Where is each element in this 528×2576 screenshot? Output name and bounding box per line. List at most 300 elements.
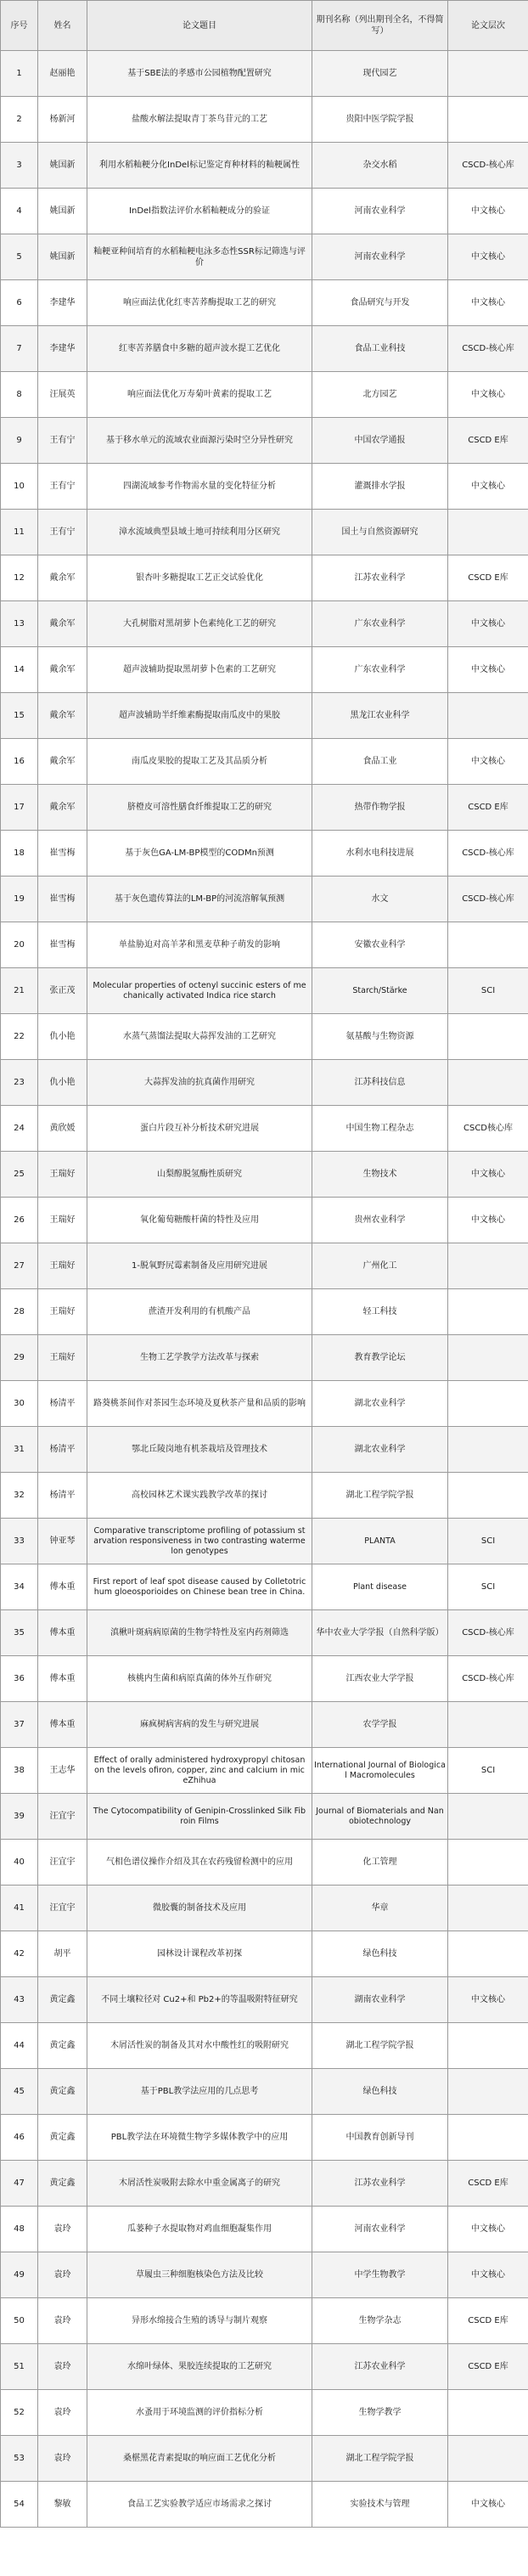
cell-seq: 38 bbox=[1, 1748, 38, 1794]
cell-title: 路葵桃茶间作对茶园生态环境及夏秋茶产量和品质的影响 bbox=[87, 1381, 312, 1427]
cell-seq: 50 bbox=[1, 2298, 38, 2344]
cell-level: SCI bbox=[448, 1519, 528, 1564]
cell-journal: 氨基酸与生物资源 bbox=[312, 1014, 448, 1060]
cell-level: 中文核心 bbox=[448, 1198, 528, 1243]
cell-seq: 24 bbox=[1, 1106, 38, 1152]
cell-level bbox=[448, 1060, 528, 1106]
cell-name: 戴余军 bbox=[38, 785, 87, 831]
cell-journal: 中国教育创新导刊 bbox=[312, 2115, 448, 2161]
cell-seq: 45 bbox=[1, 2069, 38, 2115]
cell-level: SCI bbox=[448, 968, 528, 1014]
cell-level bbox=[448, 922, 528, 968]
cell-journal: 食品工业科技 bbox=[312, 326, 448, 372]
cell-level bbox=[448, 1335, 528, 1381]
cell-title: 滇楸叶斑病病原菌的生物学特性及室内药剂筛选 bbox=[87, 1610, 312, 1656]
cell-name: 杨清平 bbox=[38, 1427, 87, 1473]
cell-journal: International Journal of Biological Macromolecules bbox=[312, 1748, 448, 1794]
cell-name: 汪宜宇 bbox=[38, 1794, 87, 1840]
cell-name: 傅本重 bbox=[38, 1610, 87, 1656]
table-row bbox=[1, 1885, 528, 1931]
table-row bbox=[1, 2298, 528, 2344]
cell-name: 黄定鑫 bbox=[38, 2161, 87, 2207]
cell-level: 中文核心 bbox=[448, 372, 528, 418]
cell-level: CSCD核心库 bbox=[448, 1106, 528, 1152]
cell-name: 汪宜宇 bbox=[38, 1840, 87, 1885]
cell-journal: 湖北农业科学 bbox=[312, 1381, 448, 1427]
table-row bbox=[1, 877, 528, 922]
cell-seq: 19 bbox=[1, 877, 38, 922]
cell-seq: 5 bbox=[1, 234, 38, 280]
cell-journal: 贵阳中医学院学报 bbox=[312, 97, 448, 143]
cell-seq: 3 bbox=[1, 143, 38, 189]
cell-seq: 9 bbox=[1, 418, 38, 464]
cell-title: The Cytocompatibility of Genipin-Crosslinked Silk Fibroin Films bbox=[87, 1794, 312, 1840]
cell-title: 基于SBE法的孝感市公园植物配置研究 bbox=[87, 51, 312, 97]
cell-name: 杨清平 bbox=[38, 1473, 87, 1519]
cell-journal: 湖北工程学院学报 bbox=[312, 1473, 448, 1519]
cell-journal: 湖南农业科学 bbox=[312, 1977, 448, 2023]
cell-level bbox=[448, 2023, 528, 2069]
cell-level bbox=[448, 510, 528, 555]
cell-seq: 42 bbox=[1, 1931, 38, 1977]
cell-seq: 22 bbox=[1, 1014, 38, 1060]
cell-level bbox=[448, 97, 528, 143]
cell-name: 汪展英 bbox=[38, 372, 87, 418]
cell-level bbox=[448, 1427, 528, 1473]
cell-journal: 中学生物教学 bbox=[312, 2252, 448, 2298]
cell-title: Comparative transcriptome profiling of potassium starvation responsiveness in two contrasting watermelon genotypes bbox=[87, 1519, 312, 1564]
cell-seq: 29 bbox=[1, 1335, 38, 1381]
cell-seq: 17 bbox=[1, 785, 38, 831]
cell-seq: 34 bbox=[1, 1564, 38, 1610]
cell-name: 胡平 bbox=[38, 1931, 87, 1977]
cell-name: 杨新河 bbox=[38, 97, 87, 143]
cell-journal: 广东农业科学 bbox=[312, 601, 448, 647]
cell-level bbox=[448, 1885, 528, 1931]
table-row bbox=[1, 510, 528, 555]
table-row bbox=[1, 647, 528, 693]
cell-seq: 44 bbox=[1, 2023, 38, 2069]
cell-journal: 食品研究与开发 bbox=[312, 280, 448, 326]
cell-level: SCI bbox=[448, 1564, 528, 1610]
cell-title: 四湖流域参考作物需水量的变化特征分析 bbox=[87, 464, 312, 510]
cell-name: 崔雪梅 bbox=[38, 877, 87, 922]
table-row bbox=[1, 1656, 528, 1702]
cell-name: 杨清平 bbox=[38, 1381, 87, 1427]
cell-title: 响应面法优化万寿菊叶黄素的提取工艺 bbox=[87, 372, 312, 418]
cell-journal: 湖北农业科学 bbox=[312, 1427, 448, 1473]
table-row bbox=[1, 1335, 528, 1381]
cell-title: 草履虫三种细胞核染色方法及比较 bbox=[87, 2252, 312, 2298]
table-row bbox=[1, 1106, 528, 1152]
header-journal: 期刊名称（列出期刊全名，不得简写） bbox=[312, 1, 448, 51]
cell-name: 黄欣媛 bbox=[38, 1106, 87, 1152]
cell-title: 1-脱氧野尻霉素制备及应用研究进展 bbox=[87, 1243, 312, 1289]
cell-journal: 热带作物学报 bbox=[312, 785, 448, 831]
cell-level: 中文核心 bbox=[448, 647, 528, 693]
cell-title: 大蒜挥发油的抗真菌作用研究 bbox=[87, 1060, 312, 1106]
cell-title: 超声波辅助半纤维素酶提取南瓜皮中的果胶 bbox=[87, 693, 312, 739]
table-row bbox=[1, 1014, 528, 1060]
cell-title: 高校园林艺术课实践教学改革的探讨 bbox=[87, 1473, 312, 1519]
cell-name: 崔雪梅 bbox=[38, 922, 87, 968]
cell-level: 中文核心 bbox=[448, 1152, 528, 1198]
cell-seq: 23 bbox=[1, 1060, 38, 1106]
cell-name: 黄定鑫 bbox=[38, 2069, 87, 2115]
cell-level: 中文核心 bbox=[448, 234, 528, 280]
cell-title: 水蚤用于环境监测的评价指标分析 bbox=[87, 2390, 312, 2436]
cell-title: 木屑活性炭吸附去除水中重金属离子的研究 bbox=[87, 2161, 312, 2207]
cell-title: 盐酸水解法提取青丁茶鸟苷元的工艺 bbox=[87, 97, 312, 143]
cell-level bbox=[448, 1794, 528, 1840]
cell-title: 基于PBL教学法应用的几点思考 bbox=[87, 2069, 312, 2115]
cell-name: 钟亚琴 bbox=[38, 1519, 87, 1564]
table-row bbox=[1, 831, 528, 877]
cell-seq: 39 bbox=[1, 1794, 38, 1840]
cell-title: 水绵叶绿体、果胶连续提取的工艺研究 bbox=[87, 2344, 312, 2390]
cell-level: CSCD-核心库 bbox=[448, 1656, 528, 1702]
cell-title: 基于移水单元的流域农业面源污染时空分异性研究 bbox=[87, 418, 312, 464]
cell-journal: 贵州农业科学 bbox=[312, 1198, 448, 1243]
cell-seq: 43 bbox=[1, 1977, 38, 2023]
cell-title: 氧化葡萄糖酸杆菌的特性及应用 bbox=[87, 1198, 312, 1243]
cell-journal: 黑龙江农业科学 bbox=[312, 693, 448, 739]
cell-level: 中文核心 bbox=[448, 2252, 528, 2298]
table-row bbox=[1, 555, 528, 601]
cell-title: 水蒸气蒸馏法提取大蒜挥发油的工艺研究 bbox=[87, 1014, 312, 1060]
table-row bbox=[1, 464, 528, 510]
cell-seq: 12 bbox=[1, 555, 38, 601]
table-row bbox=[1, 785, 528, 831]
cell-seq: 13 bbox=[1, 601, 38, 647]
cell-title: 不同土壤粒径对 Cu2+和 Pb2+的等温吸附特征研究 bbox=[87, 1977, 312, 2023]
cell-journal: 生物学教学 bbox=[312, 2390, 448, 2436]
cell-name: 戴余军 bbox=[38, 647, 87, 693]
cell-title: InDel指数法评价水稻籼粳成分的验证 bbox=[87, 189, 312, 234]
cell-name: 王有宁 bbox=[38, 464, 87, 510]
cell-journal: 广州化工 bbox=[312, 1243, 448, 1289]
cell-title: 响应面法优化红枣苦荞酶提取工艺的研究 bbox=[87, 280, 312, 326]
table-row bbox=[1, 1289, 528, 1335]
cell-seq: 37 bbox=[1, 1702, 38, 1748]
cell-name: 袁玲 bbox=[38, 2207, 87, 2252]
table-row bbox=[1, 2344, 528, 2390]
cell-journal: 华章 bbox=[312, 1885, 448, 1931]
cell-title: 食品工艺实验教学适应市场需求之探讨 bbox=[87, 2482, 312, 2528]
cell-name: 袁玲 bbox=[38, 2344, 87, 2390]
cell-level: 中文核心 bbox=[448, 2482, 528, 2528]
table-row bbox=[1, 968, 528, 1014]
cell-seq: 1 bbox=[1, 51, 38, 97]
table-row bbox=[1, 2482, 528, 2528]
cell-journal: 江苏农业科学 bbox=[312, 2161, 448, 2207]
table-row bbox=[1, 51, 528, 97]
cell-title: 大孔树脂对黑胡萝卜色素纯化工艺的研究 bbox=[87, 601, 312, 647]
table-row bbox=[1, 1473, 528, 1519]
cell-name: 傅本重 bbox=[38, 1564, 87, 1610]
cell-journal: 华中农业大学学报（自然科学版） bbox=[312, 1610, 448, 1656]
cell-level bbox=[448, 1243, 528, 1289]
cell-level: CSCD-核心库 bbox=[448, 831, 528, 877]
cell-seq: 4 bbox=[1, 189, 38, 234]
cell-name: 黄定鑫 bbox=[38, 1977, 87, 2023]
cell-journal: 轻工科技 bbox=[312, 1289, 448, 1335]
cell-seq: 25 bbox=[1, 1152, 38, 1198]
cell-seq: 27 bbox=[1, 1243, 38, 1289]
cell-journal: 中国生物工程杂志 bbox=[312, 1106, 448, 1152]
cell-seq: 16 bbox=[1, 739, 38, 785]
cell-journal: 生物技术 bbox=[312, 1152, 448, 1198]
cell-level: CSCD-核心库 bbox=[448, 1610, 528, 1656]
cell-level: 中文核心 bbox=[448, 280, 528, 326]
table-row bbox=[1, 2207, 528, 2252]
header-seq: 序号 bbox=[1, 1, 38, 51]
cell-name: 傅本重 bbox=[38, 1702, 87, 1748]
cell-journal: 实验技术与管理 bbox=[312, 2482, 448, 2528]
cell-title: 木屑活性炭的制备及其对水中酸性红的吸附研究 bbox=[87, 2023, 312, 2069]
cell-title: 生物工艺学教学方法改革与探索 bbox=[87, 1335, 312, 1381]
cell-level bbox=[448, 693, 528, 739]
cell-journal: 教育教学论坛 bbox=[312, 1335, 448, 1381]
cell-seq: 18 bbox=[1, 831, 38, 877]
cell-seq: 47 bbox=[1, 2161, 38, 2207]
cell-name: 李建华 bbox=[38, 280, 87, 326]
cell-level: CSCD E库 bbox=[448, 2161, 528, 2207]
cell-seq: 26 bbox=[1, 1198, 38, 1243]
header-title: 论文题目 bbox=[87, 1, 312, 51]
cell-title: 蔗渣开发利用的有机酸产品 bbox=[87, 1289, 312, 1335]
table-row bbox=[1, 601, 528, 647]
cell-journal: 江苏农业科学 bbox=[312, 555, 448, 601]
cell-title: Molecular properties of octenyl succinic esters of mechanically activated Indica rice starch bbox=[87, 968, 312, 1014]
cell-name: 戴余军 bbox=[38, 555, 87, 601]
cell-seq: 20 bbox=[1, 922, 38, 968]
cell-journal: 北方园艺 bbox=[312, 372, 448, 418]
cell-seq: 10 bbox=[1, 464, 38, 510]
cell-seq: 40 bbox=[1, 1840, 38, 1885]
table-row bbox=[1, 1427, 528, 1473]
cell-level bbox=[448, 1840, 528, 1885]
cell-seq: 32 bbox=[1, 1473, 38, 1519]
cell-name: 李建华 bbox=[38, 326, 87, 372]
cell-name: 袁玲 bbox=[38, 2298, 87, 2344]
cell-title: 超声波辅助提取黑胡萝卜色素的工艺研究 bbox=[87, 647, 312, 693]
table-row bbox=[1, 234, 528, 280]
cell-title: 红枣苦荞膳食中多糖的超声波水提工艺优化 bbox=[87, 326, 312, 372]
cell-journal: Starch/Stärke bbox=[312, 968, 448, 1014]
cell-name: 袁玲 bbox=[38, 2390, 87, 2436]
cell-level bbox=[448, 1289, 528, 1335]
cell-journal: 水利水电科技进展 bbox=[312, 831, 448, 877]
table-row bbox=[1, 372, 528, 418]
table-row bbox=[1, 1840, 528, 1885]
cell-name: 姚国新 bbox=[38, 234, 87, 280]
table-header-row bbox=[1, 1, 528, 51]
header-name: 姓名 bbox=[38, 1, 87, 51]
cell-title: 单盐胁迫对高羊茅和黑麦草种子萌发的影响 bbox=[87, 922, 312, 968]
cell-level: 中文核心 bbox=[448, 464, 528, 510]
cell-level bbox=[448, 2390, 528, 2436]
cell-title: 南瓜皮果胶的提取工艺及其品质分析 bbox=[87, 739, 312, 785]
cell-seq: 21 bbox=[1, 968, 38, 1014]
cell-name: 王瑞好 bbox=[38, 1335, 87, 1381]
cell-journal: 安徽农业科学 bbox=[312, 922, 448, 968]
cell-title: 脐橙皮可溶性膳食纤维提取工艺的研究 bbox=[87, 785, 312, 831]
cell-level: CSCD E库 bbox=[448, 2344, 528, 2390]
table-row bbox=[1, 2436, 528, 2482]
cell-level bbox=[448, 1014, 528, 1060]
cell-title: First report of leaf spot disease caused by Colletotrichum gloeosporioides on Chinese bean tree in China. bbox=[87, 1564, 312, 1610]
cell-title: PBL教学法在环境微生物学多媒体教学中的应用 bbox=[87, 2115, 312, 2161]
cell-name: 仇小艳 bbox=[38, 1014, 87, 1060]
cell-level: CSCD E库 bbox=[448, 418, 528, 464]
table-row bbox=[1, 1794, 528, 1840]
cell-level: 中文核心 bbox=[448, 189, 528, 234]
cell-name: 王有宁 bbox=[38, 418, 87, 464]
cell-title: Effect of orally administered hydroxypropyl chitosan on the levels ofiron, copper, zinc and calcium in miceZhihua bbox=[87, 1748, 312, 1794]
table-row bbox=[1, 1243, 528, 1289]
cell-name: 黄定鑫 bbox=[38, 2023, 87, 2069]
table-row bbox=[1, 2252, 528, 2298]
cell-journal: 现代园艺 bbox=[312, 51, 448, 97]
cell-level: 中文核心 bbox=[448, 601, 528, 647]
cell-seq: 15 bbox=[1, 693, 38, 739]
cell-name: 崔雪梅 bbox=[38, 831, 87, 877]
cell-title: 银杏叶多糖提取工艺正交试验优化 bbox=[87, 555, 312, 601]
cell-level bbox=[448, 2069, 528, 2115]
cell-title: 蛋白片段互补分析技术研究进展 bbox=[87, 1106, 312, 1152]
cell-title: 核桃内生菌和病原真菌的体外互作研究 bbox=[87, 1656, 312, 1702]
table-body bbox=[1, 51, 528, 2528]
cell-journal: 河南农业科学 bbox=[312, 234, 448, 280]
cell-level bbox=[448, 51, 528, 97]
cell-name: 仇小艳 bbox=[38, 1060, 87, 1106]
table-row bbox=[1, 1152, 528, 1198]
cell-journal: 广东农业科学 bbox=[312, 647, 448, 693]
cell-title: 山梨醇脱氢酶性质研究 bbox=[87, 1152, 312, 1198]
cell-title: 气相色谱仪操作介绍及其在农药残留检测中的应用 bbox=[87, 1840, 312, 1885]
cell-seq: 28 bbox=[1, 1289, 38, 1335]
table-row bbox=[1, 2390, 528, 2436]
cell-seq: 30 bbox=[1, 1381, 38, 1427]
cell-level: CSCD-核心库 bbox=[448, 326, 528, 372]
cell-seq: 46 bbox=[1, 2115, 38, 2161]
cell-name: 袁玲 bbox=[38, 2436, 87, 2482]
cell-level bbox=[448, 2115, 528, 2161]
cell-journal: 灌溉排水学报 bbox=[312, 464, 448, 510]
cell-journal: 湖北工程学院学报 bbox=[312, 2023, 448, 2069]
cell-seq: 31 bbox=[1, 1427, 38, 1473]
cell-title: 籼粳亚种间培育的水稻籼粳电泳多态性SSR标记筛选与评价 bbox=[87, 234, 312, 280]
cell-journal: 杂交水稻 bbox=[312, 143, 448, 189]
cell-name: 汪宜宇 bbox=[38, 1885, 87, 1931]
cell-title: 桑椹黑花青素提取的响应面工艺优化分析 bbox=[87, 2436, 312, 2482]
cell-level: 中文核心 bbox=[448, 739, 528, 785]
cell-title: 异形水绵接合生殖的诱导与制片观察 bbox=[87, 2298, 312, 2344]
cell-title: 漳水流域典型县域土地可持续利用分区研究 bbox=[87, 510, 312, 555]
cell-level bbox=[448, 1931, 528, 1977]
table-row bbox=[1, 1060, 528, 1106]
cell-journal: 绿色科技 bbox=[312, 1931, 448, 1977]
header-level: 论文层次 bbox=[448, 1, 528, 51]
cell-journal: 水文 bbox=[312, 877, 448, 922]
cell-title: 麻疯树病害病的发生与研究进展 bbox=[87, 1702, 312, 1748]
cell-title: 园林设计课程改革初探 bbox=[87, 1931, 312, 1977]
cell-name: 黎敏 bbox=[38, 2482, 87, 2528]
table-row bbox=[1, 1748, 528, 1794]
cell-name: 赵丽艳 bbox=[38, 51, 87, 97]
table-row bbox=[1, 1931, 528, 1977]
table-row bbox=[1, 2115, 528, 2161]
cell-seq: 51 bbox=[1, 2344, 38, 2390]
cell-name: 王瑞好 bbox=[38, 1152, 87, 1198]
cell-journal: 化工管理 bbox=[312, 1840, 448, 1885]
cell-name: 戴余军 bbox=[38, 601, 87, 647]
table-row bbox=[1, 1977, 528, 2023]
cell-journal: 江苏科技信息 bbox=[312, 1060, 448, 1106]
cell-level: SCI bbox=[448, 1748, 528, 1794]
table-row bbox=[1, 97, 528, 143]
cell-seq: 33 bbox=[1, 1519, 38, 1564]
cell-seq: 49 bbox=[1, 2252, 38, 2298]
cell-name: 王瑞好 bbox=[38, 1198, 87, 1243]
cell-journal: Plant disease bbox=[312, 1564, 448, 1610]
cell-journal: Journal of Biomaterials and Nanobiotechnology bbox=[312, 1794, 448, 1840]
cell-journal: 国土与自然资源研究 bbox=[312, 510, 448, 555]
cell-journal: 江苏农业科学 bbox=[312, 2344, 448, 2390]
cell-journal: 河南农业科学 bbox=[312, 2207, 448, 2252]
cell-level: 中文核心 bbox=[448, 2207, 528, 2252]
cell-level bbox=[448, 1381, 528, 1427]
cell-level bbox=[448, 1473, 528, 1519]
cell-seq: 52 bbox=[1, 2390, 38, 2436]
cell-name: 王志华 bbox=[38, 1748, 87, 1794]
cell-seq: 14 bbox=[1, 647, 38, 693]
cell-level: CSCD E库 bbox=[448, 785, 528, 831]
cell-seq: 36 bbox=[1, 1656, 38, 1702]
table-row bbox=[1, 143, 528, 189]
cell-level: CSCD-核心库 bbox=[448, 877, 528, 922]
cell-name: 王瑞好 bbox=[38, 1243, 87, 1289]
table-row bbox=[1, 326, 528, 372]
table-row bbox=[1, 922, 528, 968]
cell-journal: 食品工业 bbox=[312, 739, 448, 785]
table-row bbox=[1, 1610, 528, 1656]
table-row bbox=[1, 2023, 528, 2069]
cell-title: 鄂北丘陵岗地有机茶栽培及管理技术 bbox=[87, 1427, 312, 1473]
cell-seq: 11 bbox=[1, 510, 38, 555]
cell-level: 中文核心 bbox=[448, 1977, 528, 2023]
cell-name: 戴余军 bbox=[38, 693, 87, 739]
table-row bbox=[1, 1564, 528, 1610]
cell-journal: 绿色科技 bbox=[312, 2069, 448, 2115]
cell-name: 傅本重 bbox=[38, 1656, 87, 1702]
cell-title: 微胶囊的制备技术及应用 bbox=[87, 1885, 312, 1931]
cell-level bbox=[448, 2436, 528, 2482]
cell-name: 戴余军 bbox=[38, 739, 87, 785]
cell-level: CSCD E库 bbox=[448, 555, 528, 601]
table-row bbox=[1, 1519, 528, 1564]
cell-name: 王瑞好 bbox=[38, 1289, 87, 1335]
cell-title: 利用水稻籼粳分化InDel标记鉴定育种材料的籼粳属性 bbox=[87, 143, 312, 189]
cell-journal: 湖北工程学院学报 bbox=[312, 2436, 448, 2482]
cell-level: CSCD-核心库 bbox=[448, 143, 528, 189]
cell-name: 张正茂 bbox=[38, 968, 87, 1014]
cell-journal: 农学学报 bbox=[312, 1702, 448, 1748]
cell-seq: 48 bbox=[1, 2207, 38, 2252]
cell-name: 王有宁 bbox=[38, 510, 87, 555]
cell-level: CSCD E库 bbox=[448, 2298, 528, 2344]
